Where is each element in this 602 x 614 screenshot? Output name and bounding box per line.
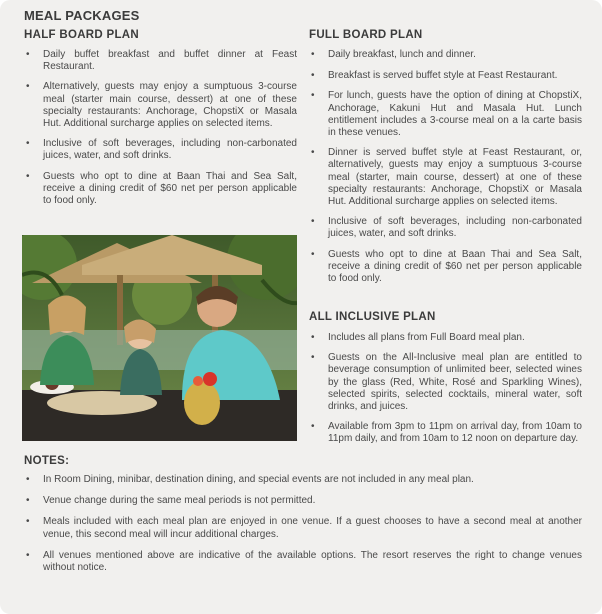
half-board-list [24,49,297,207]
list-item: • Breakfast is served buffet style at Feast Restaurant. [309,70,582,82]
list-item: • Guests who opt to dine at Baan Thai and Sea Salt, receive a dining credit of $60 net per person applicable to food only. [309,249,582,286]
list-item: • Daily breakfast, lunch and dinner. [309,49,582,61]
list-item: • Inclusive of soft beverages, including non-carbonated juices, water, and soft drinks. [309,216,582,240]
list-item: • Available from 3pm to 11pm on arrival day, from 10am to 11pm daily, and from 10am to 12 noon on departure day. [309,421,582,445]
page-title: MEAL PACKAGES [24,8,140,23]
notes-title: NOTES: [24,455,70,467]
list-item: • Daily buffet breakfast and buffet dinner at Feast Restaurant. [24,49,297,73]
full-board-list [309,49,582,285]
all-inclusive-title: ALL INCLUSIVE PLAN [309,311,436,323]
notes-list [24,474,582,574]
list-item: • Guests on the All-Inclusive meal plan are entitled to beverage consumption of unlimited beer, selected wines by the glass (Red, White, Rosé and Sparkling Wines), selected spirits, selected cocktails, mineral water, soft drinks, and juices. [309,352,582,413]
full-board-title: FULL BOARD PLAN [309,29,423,41]
half-board-title: HALF BOARD PLAN [24,29,140,41]
list-item: • All venues mentioned above are indicative of the available options. The resort reserves the right to change venues without notice. [24,550,582,574]
list-item: • Guests who opt to dine at Baan Thai and Sea Salt, receive a dining credit of $60 net per person applicable to food only. [24,171,297,208]
list-item: • Meals included with each meal plan are enjoyed in one venue. If a guest chooses to have a second meal at another venue, this second meal will incur additional charges. [24,516,582,540]
list-item: • Alternatively, guests may enjoy a sumptuous 3-course meal (starter main course, dessert) at one of these specialty restaurants: Anchorage, ChopstiX or Masala Hut. Additional surcharge applies on selected items. [24,81,297,130]
family-dining-photo [22,235,297,441]
list-item: • Venue change during the same meal periods is not permitted. [24,495,582,507]
list-item: • Inclusive of soft beverages, including non-carbonated juices, water, and soft drinks. [24,138,297,162]
photo-illustration [22,235,297,441]
list-item: • For lunch, guests have the option of dining at ChopstiX, Anchorage, Kakuni Hut and Masala Hut. Lunch entitlement includes a 3-course meal on a la carte basis in these venues. [309,90,582,139]
all-inclusive-list [309,332,582,446]
list-item: • Dinner is served buffet style at Feast Restaurant, or, alternatively, guests may enjoy a sumptuous 3-course meal (starter, main course, dessert) at one of these specialty restaurants: Anchorage, ChopstiX or Masala Hut. Additional surcharge applies on selected items. [309,147,582,208]
list-item: • In Room Dining, minibar, destination dining, and special events are not included in any meal plan. [24,474,582,486]
list-item: • Includes all plans from Full Board meal plan. [309,332,582,344]
